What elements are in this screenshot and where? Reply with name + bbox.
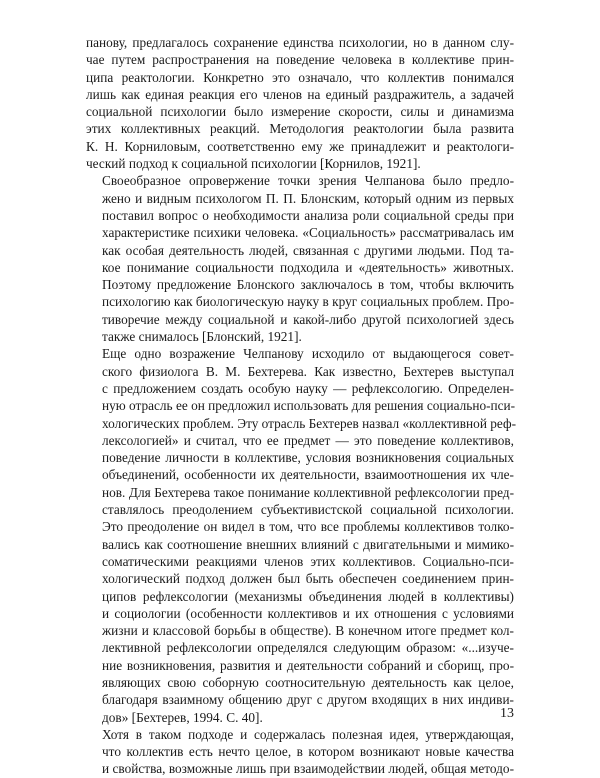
text-line: Это преодоление он видел в том, что все проблемы коллективов толко- <box>102 519 514 535</box>
text-line: ческий подход к социальной психологии [Корнилов, 1921]. <box>86 156 421 172</box>
text-line: лективной рефлексологии определялся следующим образом: «...изуче- <box>102 640 514 656</box>
text-line: хологических проблем. Эту отрасль Бехтерев назвал «коллективной реф- <box>102 415 517 431</box>
text-line: лексологией» и считал, что ее предмет — это поведение коллективов, <box>102 432 514 448</box>
text-line: как особая деятельность людей, связанная с другими людьми. Под та- <box>102 242 514 258</box>
text-line: ципов рефлексологии (механизмы объединения людей в коллективы) <box>102 588 514 604</box>
page-number: 13 <box>500 706 514 721</box>
text-line: хологический подход должен был быть обеспечен соединением прин- <box>102 571 514 587</box>
text-line: ципа реактологии. Конкретно это означало, что коллектив понимался <box>86 69 514 85</box>
text-line: и социологии (особенности коллективов и их отношения с условиями <box>102 605 514 621</box>
text-line: лишь как единая реакция его членов на единый раздражитель, а задачей <box>86 86 514 102</box>
text-line: Поэтому предложение Блонского заключалось в том, чтобы включить <box>102 277 514 293</box>
text-line: и свойства, возможные лишь при взаимодействии людей, общая методо- <box>102 761 514 777</box>
text-line: ского физиолога В. М. Бехтерева. Как известно, Бехтерев выступал <box>102 363 514 379</box>
text-line: жизни и классовой борьбы в обществе). В конечном итоге предмет кол- <box>102 623 514 639</box>
text-line: дов» [Бехтерев, 1994. С. 40]. <box>102 709 263 725</box>
text-line: поставил вопрос о необходимости анализа роли социальной среды при <box>102 207 514 223</box>
text-line: жено и видным психологом П. П. Блонским, который одним из первых <box>102 190 514 206</box>
text-line: тиворечие между социальной и какой-либо другой психологией здесь <box>102 311 514 327</box>
text-line: Еще одно возражение Челпанову исходило от выдающегося совет- <box>102 346 514 362</box>
text-line: нов. Для Бехтерева такое понимание коллективной рефлексологии пред- <box>102 484 514 500</box>
text-line: чае путем распространения на поведение человека в коллективе прин- <box>86 52 514 68</box>
text-line: с предложением создать особую науку — рефлексологию. Определен- <box>102 380 514 396</box>
text-line: К. Н. Корниловым, соответственно ему же принадлежит и реактологи- <box>86 138 514 154</box>
text-line: также снималось [Блонский, 1921]. <box>102 329 302 345</box>
text-line: социальной психологии было измерение скорости, силы и динамизма <box>86 104 514 120</box>
text-line: ную отрасль ее он предложил использовать для решения социально-пси- <box>102 398 516 414</box>
text-line: характеристике психики человека. «Социальность» рассматривалась им <box>102 225 514 241</box>
text-line: Хотя в таком подходе и содержалась полезная идея, утверждающая, <box>102 726 514 742</box>
text-line: Своеобразное опровержение точки зрения Челпанова было предло- <box>102 173 514 189</box>
text-line: психологию как биологическую науку в круг социальных проблем. Про- <box>102 294 514 310</box>
text-line: соматическими реакциями членов этих коллективов. Социально-пси- <box>102 553 514 569</box>
text-line: панову, предлагалось сохранение единства психологии, но в данном слу- <box>86 35 514 50</box>
text-line: объединений, особенности их деятельности, взаимоотношения их чле- <box>102 467 514 483</box>
paragraph <box>86 172 514 345</box>
text-line: поведение личности в коллективе, условия возникновения социальных <box>102 450 514 466</box>
text-line: благодаря взаимному общению друг с другом входящих в них индиви- <box>102 692 514 708</box>
body-text <box>86 34 517 778</box>
text-line: что коллектив есть нечто целое, в котором возникают новые качества <box>102 744 514 760</box>
paragraph <box>86 726 514 778</box>
text-line: являющих свою соборную соотносительную деятельность как целое, <box>102 674 514 690</box>
text-line: кое понимание социальности подходила и «деятельность» животных. <box>102 259 514 275</box>
text-line: ние возникновения, развития и деятельности собраний и сборищ, про- <box>102 657 514 673</box>
text-line: ставлялось преодолением субъективистской социальной психологии. <box>102 502 514 518</box>
text-line: вались как соотношение внешних влияний с двигательными и мимико- <box>102 536 514 552</box>
text-line: этих коллективных реакций. Методология реактологии была развита <box>86 121 514 137</box>
paragraph <box>86 345 517 726</box>
paragraph <box>86 34 514 172</box>
